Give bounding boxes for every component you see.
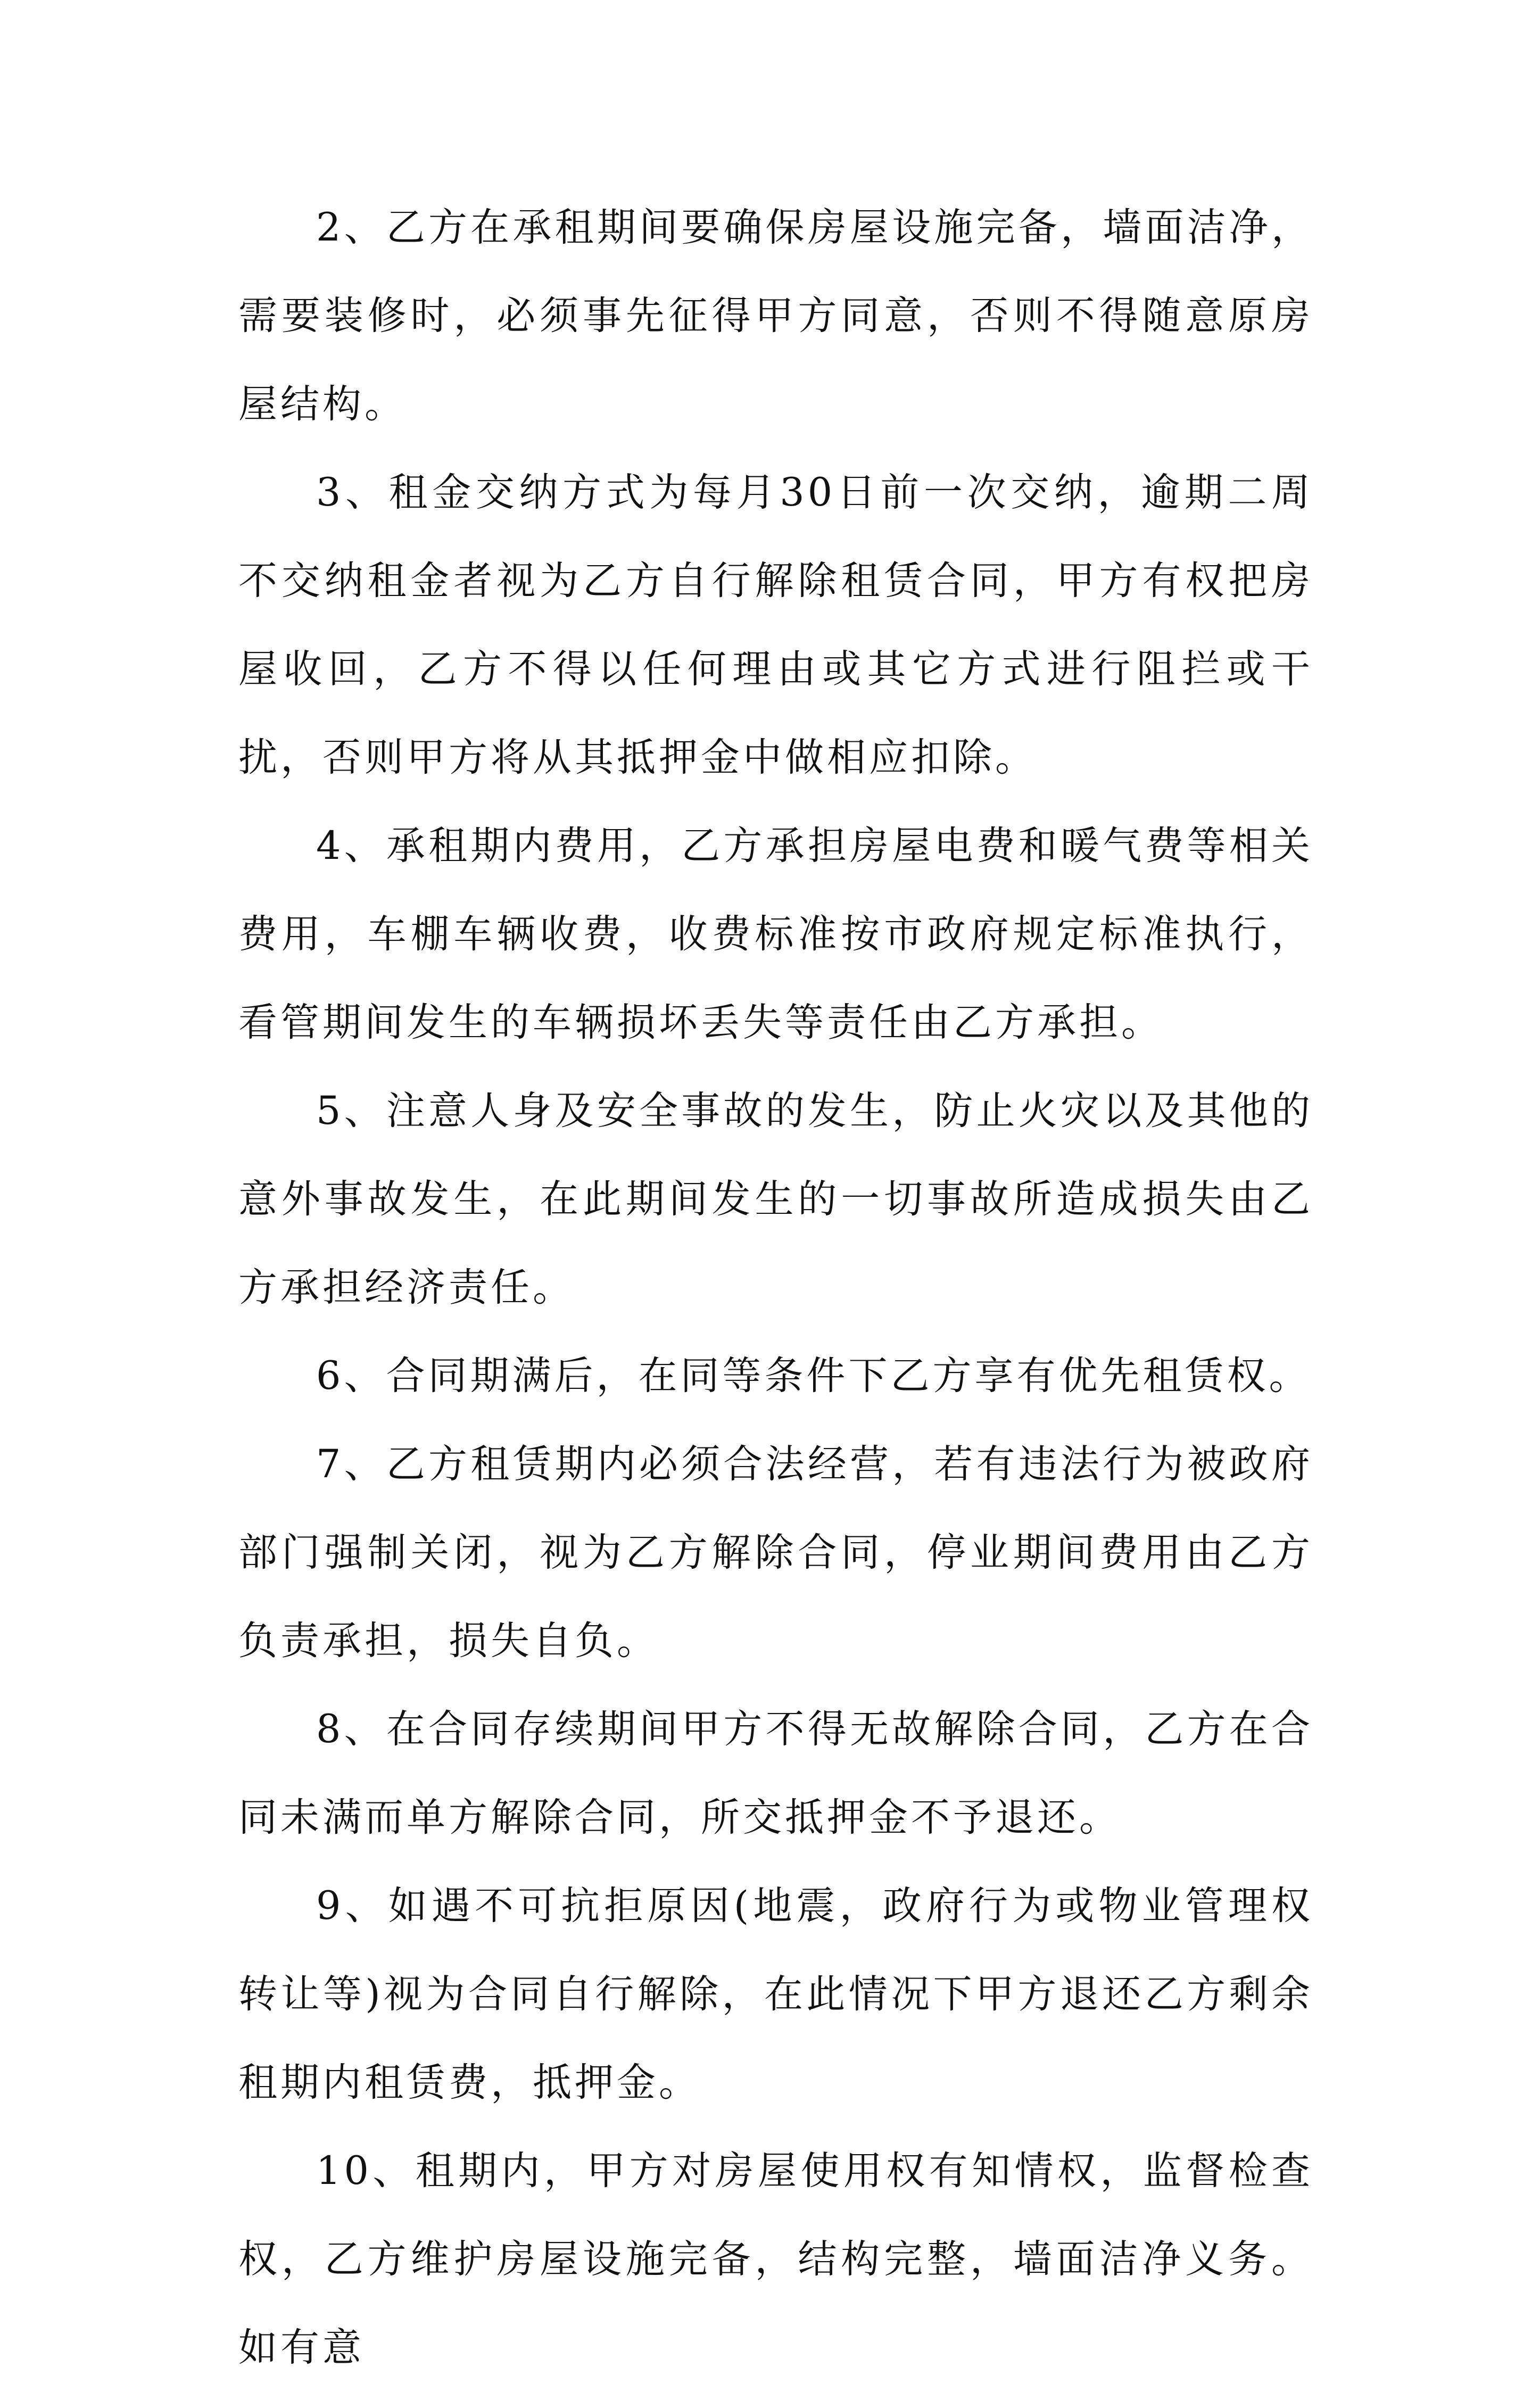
clause-3: 3、租金交纳方式为每月30日前一次交纳，逾期二周不交纳租金者视为乙方自行解除租赁合同，甲方有权把房屋收回，乙方不得以任何理由或其它方式进行阻拦或干扰，否则甲方将从其抵押金中做相应扣除。 (238, 470, 1313, 780)
clause-4: 4、承租期内费用，乙方承担房屋电费和暖气费等相关费用，车棚车辆收费，收费标准按市政府规定标准执行，看管期间发生的车辆损坏丢失等责任由乙方承担。 (238, 823, 1313, 1045)
clause-9: 9、如遇不可抗拒原因(地震，政府行为或物业管理权转让等)视为合同自行解除，在此情况下甲方退还乙方剩余租期内租赁费，抵押金。 (238, 1883, 1313, 2105)
clause-8: 8、在合同存续期间甲方不得无故解除合同，乙方在合同未满而单方解除合同，所交抵押金不予退还。 (238, 1707, 1313, 1840)
clause-10: 10、租期内，甲方对房屋使用权有知情权，监督检查权，乙方维护房屋设施完备，结构完整，墙面洁净义务。如有意 (238, 2148, 1313, 2370)
clause-6: 6、合同期满后，在同等条件下乙方享有优先租赁权。 (316, 1353, 1311, 1398)
clause-5: 5、注意人身及安全事故的发生，防止火灾以及其他的意外事故发生，在此期间发生的一切事故所造成损失由乙方承担经济责任。 (238, 1088, 1313, 1310)
document-body (238, 184, 1313, 2392)
clause-2: 2、乙方在承租期间要确保房屋设施完备，墙面洁净，需要装修时，必须事先征得甲方同意，否则不得随意原房屋结构。 (238, 205, 1313, 427)
clause-7: 7、乙方租赁期内必须合法经营，若有违法行为被政府部门强制关闭，视为乙方解除合同，停业期间费用由乙方负责承担，损失自负。 (238, 1442, 1313, 1663)
